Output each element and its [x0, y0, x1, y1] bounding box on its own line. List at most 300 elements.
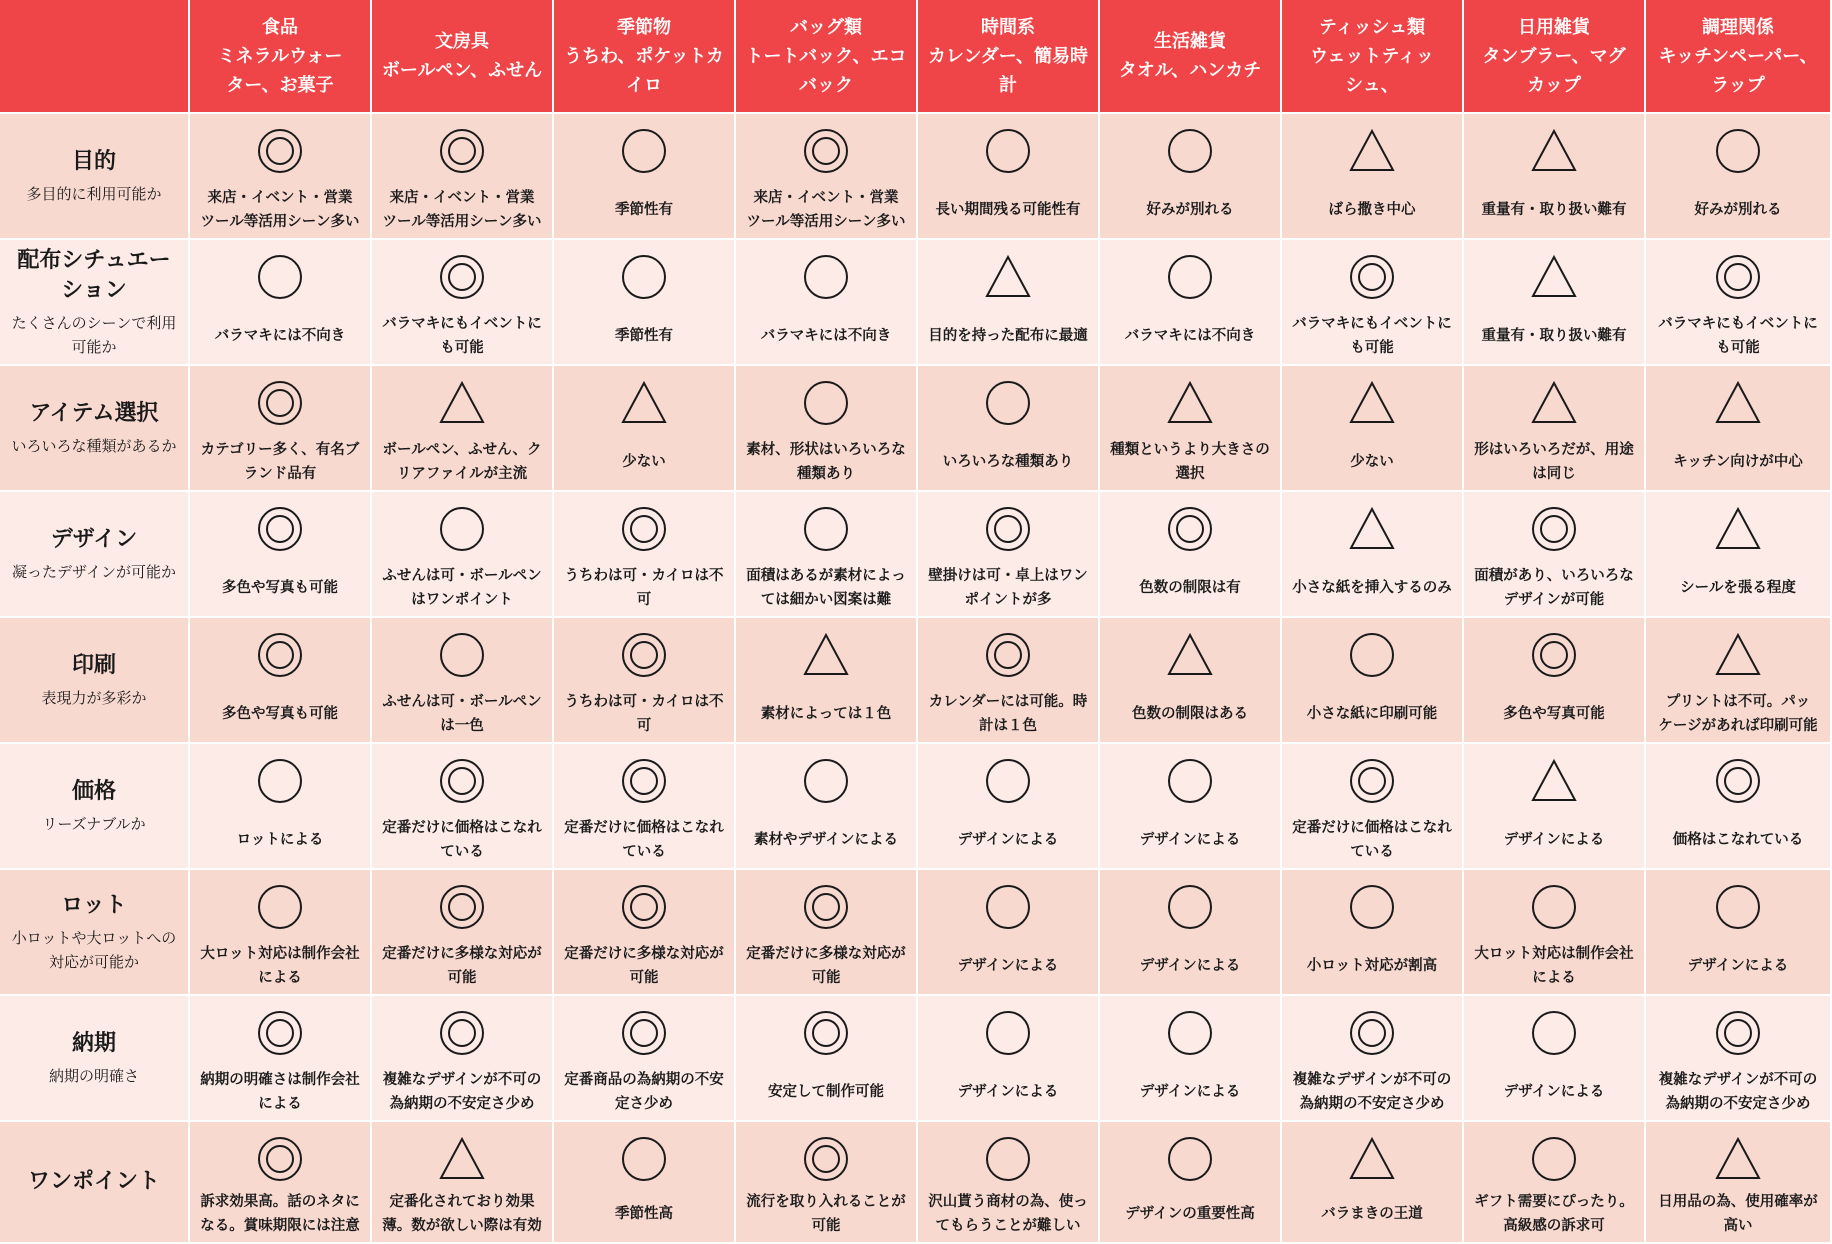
row-header — [0, 996, 190, 1122]
column-header-examples: ター、お菓子 — [226, 74, 334, 96]
rating-cell — [190, 492, 372, 618]
circle-icon — [1713, 126, 1763, 176]
double-circle-icon — [1165, 504, 1215, 554]
rating-cell — [554, 744, 736, 870]
row-header-title-line: 配布シチュエー — [17, 247, 171, 273]
row-header-subtitle — [49, 1064, 139, 1088]
rating-note-line: 面積はあるが素材によっ — [746, 568, 906, 584]
rating-cell — [918, 114, 1100, 240]
rating-cell — [1464, 1122, 1646, 1244]
row-header-subtitle — [11, 434, 176, 458]
circle-icon — [619, 126, 669, 176]
triangle-icon — [1165, 378, 1215, 428]
column-header-examples: ラップ — [1711, 74, 1765, 96]
rating-note — [376, 1066, 548, 1118]
double-circle-icon — [255, 378, 305, 428]
rating-cell — [736, 240, 918, 366]
circle-icon — [1529, 882, 1579, 932]
rating-cell — [190, 366, 372, 492]
rating-note — [558, 688, 730, 740]
row-header-subtitle — [41, 686, 146, 710]
rating-note — [194, 688, 366, 740]
rating-cell — [1100, 1122, 1282, 1244]
rating-note — [1286, 940, 1458, 992]
rating-note-line: 価格はこなれている — [1672, 832, 1804, 848]
column-header-examples: タオル、ハンカチ — [1118, 60, 1262, 81]
rating-cell — [372, 492, 554, 618]
rating-cell — [1646, 114, 1832, 240]
double-circle-icon — [437, 252, 487, 302]
rating-note — [376, 436, 548, 488]
rating-cell — [918, 870, 1100, 996]
rating-note-line: 季節性有 — [615, 328, 673, 344]
circle-icon — [255, 252, 305, 302]
rating-note-line: ギフト需要にぴったり。 — [1474, 1194, 1634, 1210]
rating-cell — [918, 744, 1100, 870]
rating-note — [922, 1066, 1094, 1118]
rating-note — [1104, 1066, 1276, 1118]
rating-note-line: 形はいろいろだが、用途 — [1474, 442, 1634, 458]
rating-cell — [190, 114, 372, 240]
rating-note-line: ツール等活用シーン多い — [746, 214, 906, 230]
double-circle-icon — [619, 1008, 669, 1058]
triangle-icon — [437, 1134, 487, 1184]
rating-cell — [372, 744, 554, 870]
rating-note-line: なる。賞味期限には注意 — [200, 1218, 360, 1234]
column-header-examples: トートバック、エコ — [745, 45, 907, 67]
row-header-subtitle — [12, 560, 176, 584]
rating-cell — [1282, 744, 1464, 870]
triangle-icon — [1529, 126, 1579, 176]
double-circle-icon — [801, 1008, 851, 1058]
rating-note-line: 可能 — [811, 970, 841, 986]
rating-cell — [1646, 744, 1832, 870]
column-header — [554, 0, 736, 114]
rating-note — [740, 940, 912, 992]
rating-cell — [1282, 366, 1464, 492]
rating-note-line: デザインが可能 — [1503, 592, 1605, 608]
column-header-examples: カレンダー、簡易時 — [927, 45, 1089, 67]
rating-note — [922, 940, 1094, 992]
circle-icon — [1165, 1134, 1215, 1184]
column-header-examples: シュ、 — [1345, 74, 1399, 96]
rating-cell — [1464, 492, 1646, 618]
rating-note — [740, 184, 912, 236]
row-header-subtitle-line: 可能か — [71, 337, 117, 356]
rating-note — [1650, 184, 1826, 236]
rating-note — [558, 1188, 730, 1240]
corner-cell — [0, 0, 190, 114]
rating-note-line: 可能 — [447, 970, 477, 986]
rating-note-line: 沢山貰う商材の為、使っ — [928, 1194, 1088, 1210]
rating-note-line: 小さな紙を挿入するのみ — [1292, 580, 1452, 596]
row-header-subtitle-line: 凝ったデザインが可能か — [12, 562, 176, 581]
column-header — [736, 0, 918, 114]
double-circle-icon — [1713, 252, 1763, 302]
rating-note-line: 色数の制限はある — [1132, 706, 1248, 722]
column-header — [190, 0, 372, 114]
rating-cell — [1282, 618, 1464, 744]
triangle-icon — [1347, 504, 1397, 554]
rating-note-line: 定番だけに価格はこなれ — [382, 820, 542, 836]
rating-cell — [1464, 240, 1646, 366]
rating-note-line: 定番だけに価格はこなれ — [564, 820, 724, 836]
row-header-title — [30, 399, 159, 429]
row-header-title — [72, 147, 116, 177]
column-header-name: 時間系 — [981, 16, 1035, 38]
rating-note-line: 好みが別れる — [1694, 202, 1782, 218]
rating-note — [1650, 940, 1826, 992]
row-header-title — [72, 777, 116, 807]
rating-cell — [1464, 114, 1646, 240]
double-circle-icon — [1529, 630, 1579, 680]
rating-cell — [372, 366, 554, 492]
rating-note-line: ツール等活用シーン多い — [200, 214, 360, 230]
rating-note — [1286, 184, 1458, 236]
circle-icon — [437, 504, 487, 554]
circle-icon — [983, 126, 1033, 176]
rating-cell — [1100, 240, 1282, 366]
rating-note — [1650, 436, 1826, 488]
rating-note — [194, 940, 366, 992]
rating-note-line: 長い期間残る可能性有 — [935, 202, 1081, 218]
triangle-icon — [437, 378, 487, 428]
rating-note-line: 流行を取り入れることが — [746, 1194, 906, 1210]
rating-note — [740, 1188, 912, 1240]
rating-note-line: デザインによる — [957, 1084, 1059, 1100]
column-header — [1282, 0, 1464, 114]
double-circle-icon — [255, 504, 305, 554]
rating-note-line: 納期の明確さは制作会社 — [200, 1072, 360, 1088]
rating-note-line: シールを張る程度 — [1680, 580, 1796, 596]
rating-note-line: による — [1532, 970, 1576, 986]
rating-note — [1468, 940, 1640, 992]
double-circle-icon — [255, 630, 305, 680]
double-circle-icon — [255, 1134, 305, 1184]
rating-note — [194, 814, 366, 866]
row-header-subtitle-line: 対応が可能か — [48, 952, 139, 971]
circle-icon — [1347, 630, 1397, 680]
rating-note-line: デザインによる — [1503, 1084, 1605, 1100]
rating-cell — [372, 870, 554, 996]
rating-cell — [1282, 114, 1464, 240]
column-header — [918, 0, 1100, 114]
triangle-icon — [1347, 126, 1397, 176]
rating-note-line: 定番だけに多様な対応が — [746, 946, 906, 962]
triangle-icon — [1713, 630, 1763, 680]
rating-cell — [1464, 996, 1646, 1122]
rating-note-line: 定さ少め — [615, 1096, 673, 1112]
rating-note-line: デザインの重要性高 — [1125, 1206, 1255, 1222]
rating-note-line: 季節性有 — [615, 202, 673, 218]
row-header-title — [72, 651, 116, 681]
circle-icon — [801, 252, 851, 302]
rating-note — [376, 184, 548, 236]
row-header-title-line: 価格 — [71, 778, 116, 804]
column-header-examples: イロ — [626, 74, 662, 96]
rating-note-line: 安定して制作可能 — [768, 1084, 884, 1100]
rating-note — [558, 814, 730, 866]
rating-note — [376, 1188, 548, 1240]
circle-icon — [255, 756, 305, 806]
rating-cell — [190, 744, 372, 870]
row-header-title-line: ション — [61, 277, 127, 303]
rating-note-line: バラマキには不向き — [214, 328, 346, 344]
rating-note — [1104, 940, 1276, 992]
double-circle-icon — [619, 630, 669, 680]
rating-cell — [736, 366, 918, 492]
column-header-name: 生活雑貨 — [1154, 31, 1226, 52]
circle-icon — [1165, 756, 1215, 806]
rating-note — [1286, 1066, 1458, 1118]
rating-cell — [736, 744, 918, 870]
rating-note-line: 多色や写真も可能 — [222, 706, 338, 722]
rating-note-line: バラマキにもイベントに — [1658, 316, 1818, 332]
rating-cell — [372, 240, 554, 366]
rating-note — [1286, 814, 1458, 866]
column-header-examples: キッチンペーパー、 — [1658, 45, 1818, 67]
rating-note-line: 複雑なデザインが不可の — [1292, 1072, 1452, 1088]
rating-note — [376, 688, 548, 740]
circle-icon — [801, 756, 851, 806]
triangle-icon — [801, 630, 851, 680]
rating-note — [1104, 1188, 1276, 1240]
row-header — [0, 366, 190, 492]
rating-note — [922, 814, 1094, 866]
triangle-icon — [1713, 504, 1763, 554]
row-header-subtitle-line: リーズナブルか — [42, 814, 146, 833]
rating-note — [376, 940, 548, 992]
circle-icon — [801, 504, 851, 554]
rating-cell — [736, 492, 918, 618]
double-circle-icon — [1347, 756, 1397, 806]
rating-note-line: ている — [440, 844, 484, 860]
rating-note — [194, 184, 366, 236]
circle-icon — [619, 1134, 669, 1184]
rating-note-line: ばら撒き中心 — [1328, 202, 1416, 218]
rating-cell — [1464, 744, 1646, 870]
rating-note-line: デザインによる — [1503, 832, 1605, 848]
rating-note-line: 色数の制限は有 — [1139, 580, 1241, 596]
rating-note-line: 可能 — [629, 970, 659, 986]
rating-note-line: 複雑なデザインが不可の — [1658, 1072, 1818, 1088]
rating-note-line: 来店・イベント・営業 — [207, 190, 353, 206]
rating-note-line: キッチン向けが中心 — [1673, 454, 1803, 470]
rating-note — [1104, 562, 1276, 614]
row-header-title-line: アイテム選択 — [29, 400, 159, 426]
column-header-examples: 計 — [999, 74, 1017, 96]
rating-note — [922, 184, 1094, 236]
rating-note-line: バラマキにもイベントに — [382, 316, 542, 332]
column-header-examples: ミネラルウォー — [217, 45, 343, 67]
rating-note-line: 訴求効果高。話のネタに — [200, 1194, 360, 1210]
rating-note — [1650, 1188, 1826, 1240]
rating-note-line: は一色 — [440, 718, 484, 734]
rating-note-line: 目的を持った配布に最適 — [928, 328, 1088, 344]
rating-cell — [1100, 618, 1282, 744]
rating-cell — [1646, 1122, 1832, 1244]
rating-note-line: ポイントが多 — [964, 592, 1052, 608]
row-header-subtitle — [12, 311, 177, 359]
rating-cell — [736, 996, 918, 1122]
rating-note-line: デザインによる — [957, 832, 1059, 848]
rating-note-line: ふせんは可・ボールペン — [382, 694, 542, 710]
rating-note — [1650, 562, 1826, 614]
circle-icon — [1347, 882, 1397, 932]
rating-note — [1650, 310, 1826, 362]
rating-note-line: 定番だけに多様な対応が — [564, 946, 724, 962]
circle-icon — [1165, 1008, 1215, 1058]
row-header-title — [72, 1029, 116, 1059]
rating-note — [1286, 688, 1458, 740]
triangle-icon — [1347, 378, 1397, 428]
rating-note — [1468, 184, 1640, 236]
rating-note-line: バラマキにもイベントに — [1292, 316, 1452, 332]
rating-note — [558, 436, 730, 488]
rating-note-line: 定番商品の為納期の不安 — [564, 1072, 724, 1088]
rating-note-line: カテゴリー多く、有名ブ — [200, 442, 360, 458]
rating-cell — [1100, 114, 1282, 240]
rating-note-line: 少ない — [622, 454, 666, 470]
double-circle-icon — [619, 756, 669, 806]
circle-icon — [801, 378, 851, 428]
rating-note-line: ランド品有 — [243, 466, 317, 482]
rating-note-line: デザインによる — [957, 958, 1059, 974]
rating-note — [1468, 562, 1640, 614]
circle-icon — [983, 1134, 1033, 1184]
row-header-subtitle-line: 表現力が多彩か — [41, 688, 147, 707]
rating-note-line: 季節性高 — [615, 1206, 673, 1222]
rating-cell — [1282, 1122, 1464, 1244]
column-header — [1646, 0, 1832, 114]
rating-note-line: 種類というより大きさの — [1110, 442, 1270, 458]
rating-cell — [736, 114, 918, 240]
circle-icon — [983, 756, 1033, 806]
column-header-name: 季節物 — [617, 16, 671, 38]
rating-note-line: 多色や写真も可能 — [222, 580, 338, 596]
row-header-subtitle — [26, 182, 161, 206]
triangle-icon — [1713, 1134, 1763, 1184]
rating-note — [1468, 310, 1640, 362]
rating-note-line: カレンダーには可能。時 — [928, 694, 1088, 710]
triangle-icon — [1529, 378, 1579, 428]
rating-note — [194, 436, 366, 488]
row-header-subtitle-line: いろいろな種類があるか — [11, 436, 177, 455]
rating-note-line: 大ロット対応は制作会社 — [1474, 946, 1634, 962]
rating-note-line: 素材やデザインによる — [754, 832, 898, 848]
rating-note-line: デザインによる — [1687, 958, 1789, 974]
double-circle-icon — [983, 504, 1033, 554]
column-header-examples: タンブラー、マグ — [1482, 45, 1626, 67]
row-header-subtitle — [12, 926, 176, 974]
row-header — [0, 618, 190, 744]
rating-note — [558, 940, 730, 992]
rating-cell — [372, 618, 554, 744]
rating-note-line: も可能 — [1716, 340, 1760, 356]
rating-cell — [1282, 492, 1464, 618]
rating-note-line: 計は１色 — [979, 718, 1037, 734]
rating-note-line: 多色や写真可能 — [1503, 706, 1605, 722]
rating-cell — [1282, 870, 1464, 996]
rating-note-line: 定番だけに価格はこなれ — [1292, 820, 1452, 836]
rating-cell — [736, 870, 918, 996]
rating-cell — [372, 1122, 554, 1244]
circle-icon — [983, 882, 1033, 932]
row-header — [0, 240, 190, 366]
rating-note-line: 種類あり — [797, 466, 855, 482]
column-header-examples: バック — [799, 74, 853, 96]
column-header-examples: ウェットティッ — [1310, 45, 1434, 67]
row-header — [0, 492, 190, 618]
rating-note-line: デザインによる — [1139, 958, 1241, 974]
rating-cell — [1464, 618, 1646, 744]
double-circle-icon — [619, 504, 669, 554]
rating-note-line: 少ない — [1350, 454, 1394, 470]
rating-note — [922, 688, 1094, 740]
rating-cell — [190, 618, 372, 744]
rating-note — [1104, 310, 1276, 362]
rating-note — [740, 688, 912, 740]
circle-icon — [255, 882, 305, 932]
rating-cell — [918, 996, 1100, 1122]
circle-icon — [1165, 252, 1215, 302]
rating-note-line: リアファイルが主流 — [396, 466, 528, 482]
rating-note — [1104, 184, 1276, 236]
row-header-title-line: デザイン — [50, 526, 138, 552]
rating-cell — [918, 366, 1100, 492]
rating-note — [1468, 688, 1640, 740]
rating-note-line: 複雑なデザインが不可の — [382, 1072, 542, 1088]
rating-note — [558, 1066, 730, 1118]
rating-cell — [190, 240, 372, 366]
rating-note-line: バラマキには不向き — [760, 328, 892, 344]
double-circle-icon — [255, 126, 305, 176]
circle-icon — [983, 1008, 1033, 1058]
double-circle-icon — [1529, 504, 1579, 554]
rating-cell — [1464, 870, 1646, 996]
rating-cell — [1646, 996, 1832, 1122]
rating-note-line: うちわは可・カイロは不 — [564, 694, 724, 710]
rating-note-line: 重量有・取り扱い難有 — [1481, 202, 1627, 218]
rating-cell — [1100, 744, 1282, 870]
rating-cell — [1646, 492, 1832, 618]
rating-note — [376, 814, 548, 866]
row-header-title — [51, 525, 137, 555]
rating-cell — [1646, 240, 1832, 366]
rating-note — [922, 1188, 1094, 1240]
rating-cell — [554, 114, 736, 240]
column-header — [372, 0, 554, 114]
double-circle-icon — [437, 126, 487, 176]
double-circle-icon — [801, 126, 851, 176]
rating-cell — [1100, 996, 1282, 1122]
rating-note-line: も可能 — [440, 340, 484, 356]
rating-cell — [1646, 366, 1832, 492]
circle-icon — [619, 252, 669, 302]
rating-cell — [918, 240, 1100, 366]
row-header-subtitle — [42, 812, 145, 836]
rating-note-line: 好みが別れる — [1146, 202, 1234, 218]
rating-cell — [736, 618, 918, 744]
rating-cell — [190, 996, 372, 1122]
row-header-title-line: 納期 — [71, 1030, 116, 1056]
rating-note-line: ケージがあれば印刷可能 — [1658, 718, 1818, 734]
row-header-subtitle-line: たくさんのシーンで利用 — [11, 313, 177, 332]
column-header-name: ティッシュ類 — [1318, 16, 1426, 38]
row-header-title — [17, 246, 170, 306]
column-header-name: バッグ類 — [790, 16, 862, 38]
rating-note — [376, 310, 548, 362]
